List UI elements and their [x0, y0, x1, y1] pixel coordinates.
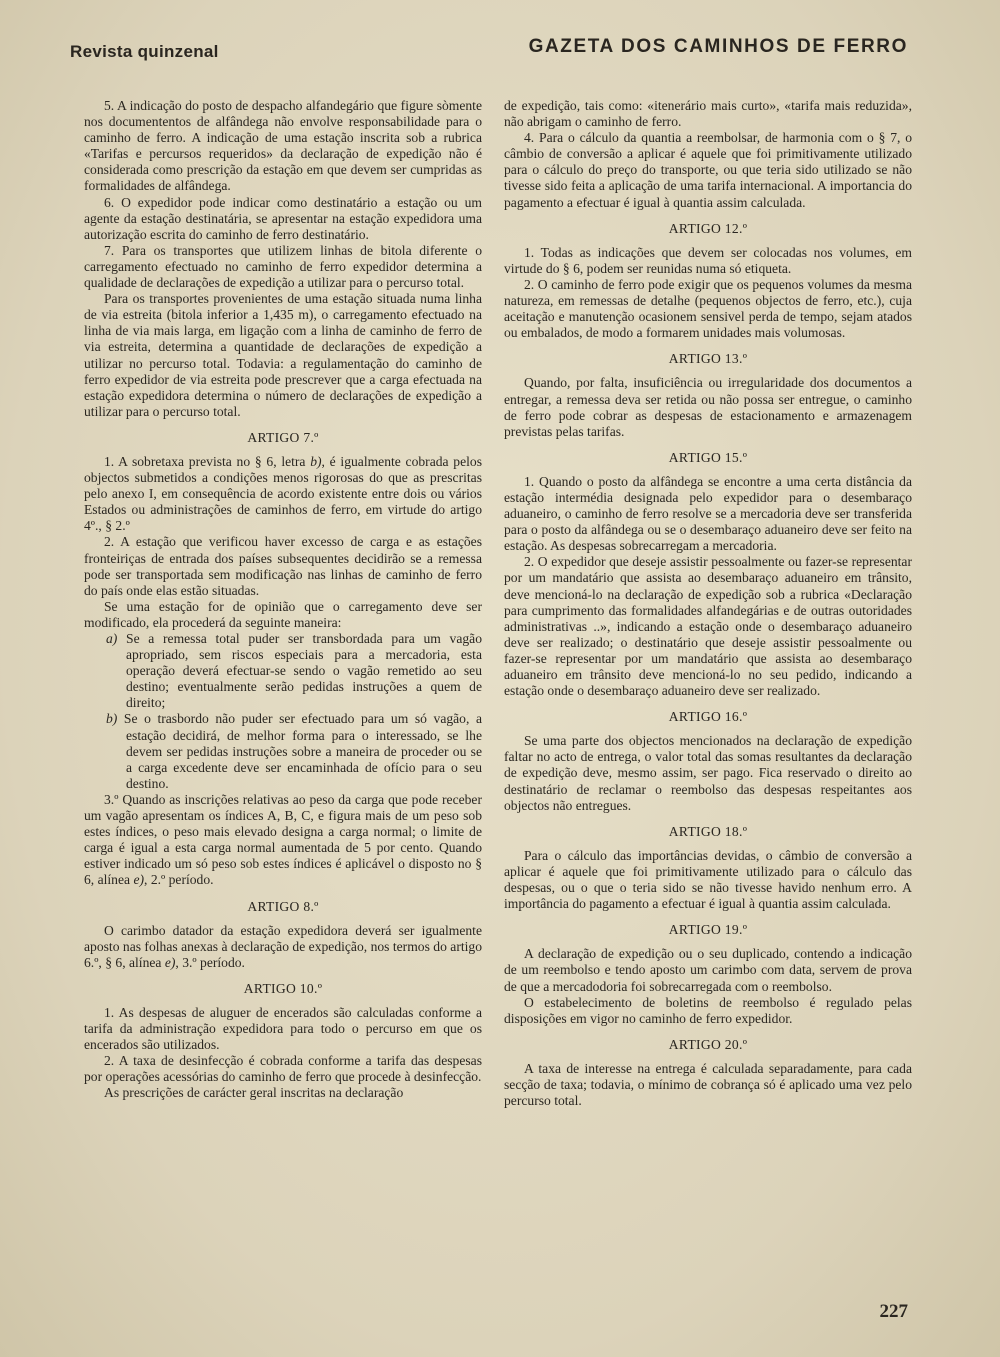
article-heading: ARTIGO 8.º — [247, 898, 319, 914]
article-heading: ARTIGO 16.º — [668, 709, 748, 725]
header-left-title: Revista quinzenal — [70, 42, 219, 61]
list-item — [106, 711, 482, 791]
list-item-label: a) — [106, 631, 118, 646]
page-number: 227 — [879, 1301, 908, 1322]
article-heading: ARTIGO 13.º — [668, 351, 748, 367]
list-item-text: Se o trasbordo não puder ser efectuado para um só vagão, a estação decidirá, de melhor forma para o interessado, se lhe devem ser pedidas instruções sobre a maneira de proceder ou se a carga excedente deve ser encaminhada de ofício para o seu destino. — [117, 711, 482, 791]
list-item-label: b) — [106, 711, 118, 727]
running-header — [70, 34, 908, 64]
text-run: 3.º Quando as inscrições relativas ao peso da carga que pode receber um vagão apresentam os índices A, B, C, e figura mais de um peso sob estes índices, o peso mais elevado designa a carga normal; o limite de carga é igual a esta carga normal aumentada de 5 por cento. Quando estiver indicado um só peso sob estes índices é aplicável o disposto no § 6, alínea — [84, 791, 482, 888]
list-item — [106, 631, 482, 711]
paragraph — [84, 454, 482, 534]
paragraph: 2. O caminho de ferro pode exigir que os pequenos volumes da mesma natureza, em remessas de detalhe (pequenos objectos de ferro, etc.), cuja aceitação e manutenção ocasionem sensivel perda de tempo, sejam atados ou embalados, de modo a formarem unidades mais volumosas. — [504, 276, 912, 341]
text-run-italic: e) — [164, 954, 176, 970]
paragraph: As prescrições de carácter geral inscritas na declaração — [104, 1085, 404, 1101]
text-run-italic: e) — [133, 872, 145, 888]
paragraph: 4. Para o cálculo da quantia a reembolsar, de harmonia com o § 7, o câmbio de conversão a aplicar é aquele que foi primitivamente utilizado para o cálculo do preço do transporte, ou que teria sido utilizado se não tivesse sido feita a aplicação de uma tarifa internacional. A importancia do pagamento a efectuar é igual à quantia assim calculada. — [504, 130, 912, 210]
paragraph: Para os transportes provenientes de uma estação situada numa linha de via estreita (bitola inferior a 1,435 m), o carregamento efectuado na linha de via mais larga, em ligação com a linha de caminho de ferro de via estreita, determina a quantidade de declarações de expedição a utilizar no percurso total. Todavia: a regulamentação do caminho de ferro expedidor de via estreita pode prescrever que a carga efectuada na estação expedidora determina o número de declarações de expedição a utilizar para o percurso total. — [84, 291, 482, 419]
text-run: O carimbo datador da estação expedidora deverá ser igualmente aposto nas folhas anexas à declaração de expedição, nos termos do artigo 6.º, § 6, alínea — [84, 922, 482, 970]
paragraph — [84, 923, 482, 971]
paragraph — [84, 792, 482, 889]
article-heading: ARTIGO 12.º — [668, 220, 748, 236]
article-heading: ARTIGO 18.º — [668, 823, 748, 839]
paragraph: Para o cálculo das importâncias devidas, o câmbio de conversão a aplicar é aquele que foi primitivamente utilizado para o cálculo das despesas, ou o que o teria sido se não tivesse havido nenhum erro. A importância do pagamento a efectuar é igual à quantia assim calculada. — [504, 847, 912, 912]
text-run-italic: b) — [310, 453, 322, 469]
article-heading: ARTIGO 10.º — [243, 980, 323, 996]
paragraph: Se uma parte dos objectos mencionados na declaração de expedição faltar no acto de entrega, o valor total das somas resultantes da declaração de expedição deve, mesmo assim, ser pago. Fica reservado o direito ao destinatário de reclamar o reembolso das despesas respeitantes aos objectos não entregues. — [504, 733, 912, 813]
paragraph: A declaração de expedição ou o seu duplicado, contendo a indicação de um reembolso e tendo aposto um carimbo com data, servem de prova de que a mercadodoria foi sobrecarregada com o reembolso. — [504, 946, 912, 994]
left-column — [84, 98, 482, 1102]
paragraph: 6. O expedidor pode indicar como destinatário a estação ou um agente da estação destinatária, se apresentar na estação expedidora uma autorização escrita do caminho de ferro destinatário. — [84, 194, 482, 242]
paragraph: 1. As despesas de aluguer de encerados são calculadas conforme a tarifa da administração expedidora para todo o percurso em que os encerados são utilizados. — [84, 1004, 482, 1053]
list-item-text: Se a remessa total puder ser transbordada para um vagão apropriado, sem riscos especiais para a mercadoria, esta operação deverá efectuar-se sendo o vagão remetido ao seu destino; eventualmente serão pedidas instruções a quem de direito; — [117, 631, 482, 711]
article-heading: ARTIGO 15.º — [668, 449, 748, 465]
paragraph: 2. O expedidor que deseje assistir pessoalmente ou fazer-se representar por um mandatário que assista ao desembaraço aduaneiro em trânsito, deve mencioná-lo na declaração de expedição sob a rubrica «Declaração para cumprimento das formalidades alfandegárias e de outras outoridades administrativas ..», indicando a estação onde o desembaraço aduaneiro deve ser realizado; o destinatário que deseje assistir pessoalmente ou fazer-se representar por um mandatário que assista ao desembaraço aduaneiro em trânsito deve mencioná-lo no seu pedido, indicando a estação onde o desembaraço aduaneiro deve ser realizado. — [504, 554, 912, 699]
paragraph: 7. Para os transportes que utilizem linhas de bitola diferente o carregamento efectuado no caminho de ferro expedidor determina a qualidade de declarações de expedição a utilizar para o percurso total. — [84, 242, 482, 291]
text-run: , é igualmente cobrada pelos objectos submetidos a condições menos rigorosas do que as prescritas pelo anexo I, em consequência de acordo existente entre dois ou vários Estados ou administrações de caminhos de ferro, em virtude do artigo 4º., § 2.º — [84, 453, 482, 534]
paragraph: Se uma estação for de opinião que o carregamento deve ser modificado, ela procederá da seguinte maneira: — [84, 598, 482, 630]
paragraph: 1. Quando o posto da alfândega se encontre a uma certa distância da estação intermédia designada pelo expedidor para o desembaraço aduaneiro, o caminho de ferro resolve se a mercadoria deve ser transferida para o posto da alfândega ou se o desembaraço aduaneiro deve ser feito na estação. As despesas sobrecarregam a mercadoria. — [504, 473, 912, 554]
paragraph: 5. A indicação do posto de despacho alfandegário que figure sòmente nos documententos de alfândega não envolve responsabilidade para o caminho de ferro. A indicação de uma estação inscrita sob a rubrica «Tarifas e percursos requeridos» da declaração de expedição não é considerada como prescrição da estação em que devem ser cumpridas as formalidades de alfândega. — [84, 98, 482, 194]
text-run: , 3.º período. — [175, 954, 245, 970]
header-right-title: GAZETA DOS CAMINHOS DE FERRO — [528, 36, 908, 57]
paragraph: de expedição, tais como: «itenerário mais curto», «tarifa mais reduzida», não abrigam o caminho de ferro. — [504, 98, 912, 130]
paragraph: Quando, por falta, insuficiência ou irregularidade dos documentos a entregar, a remessa deva ser retida ou não possa ser entregue, o caminho de ferro pode cobrar as despesas de estacionamento e armazenagem previstas pelas tarifas. — [504, 375, 912, 439]
paragraph: 2. A estação que verificou haver excesso de carga e as estações fronteiriças de entrada dos países subsequentes decidirão se a remessa pode ser transportada sem modificação nas linhas de caminho de ferro do país onde elas estão situadas. — [84, 534, 482, 598]
paragraph: O estabelecimento de boletins de reembolso é regulado pelas disposições em vigor no caminho de ferro expedidor. — [504, 994, 912, 1026]
right-column — [504, 98, 912, 1109]
article-heading: ARTIGO 19.º — [668, 922, 748, 938]
paragraph: 2. A taxa de desinfecção é cobrada conforme a tarifa das despesas por operações acessórias do caminho de ferro que procede à desinfecção. — [84, 1053, 482, 1085]
paragraph: A taxa de interesse na entrega é calculada separadamente, para cada secção de taxa; todavia, o mínimo de cobrança só é aplicado uma vez pelo percurso total. — [504, 1060, 912, 1109]
paragraph: 1. Todas as indicações que devem ser colocadas nos volumes, em virtude do § 6, podem ser reunidas numa só etiqueta. — [504, 244, 912, 276]
article-heading: ARTIGO 7.º — [247, 429, 319, 445]
text-run: 1. A sobretaxa prevista no § 6, letra — [104, 453, 311, 469]
text-run: , 2.º período. — [144, 872, 214, 888]
article-heading: ARTIGO 20.º — [668, 1036, 748, 1052]
